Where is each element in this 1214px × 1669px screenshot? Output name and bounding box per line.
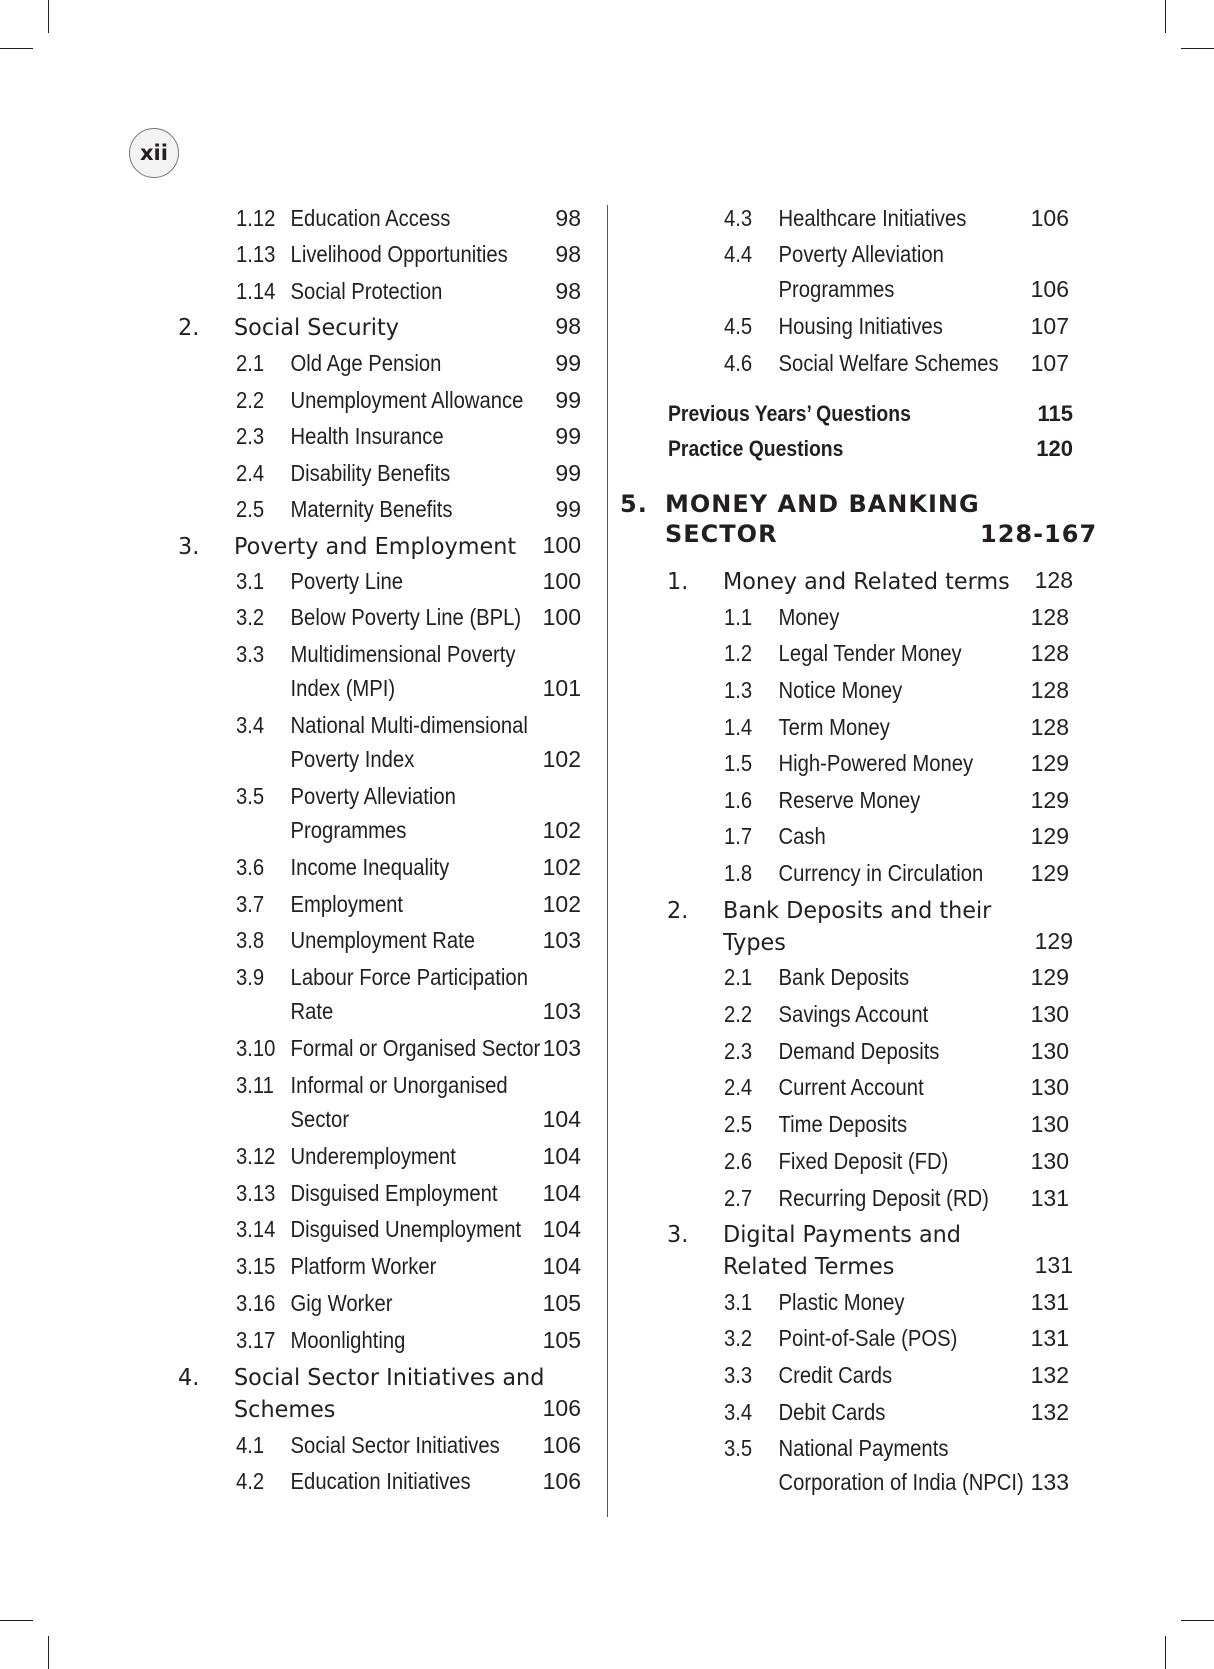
page-number-badge: xii bbox=[129, 128, 179, 178]
page-ref: 120 bbox=[1036, 436, 1073, 461]
page-ref: 103 bbox=[542, 998, 581, 1024]
page-ref: 131 bbox=[1030, 1289, 1069, 1315]
crop-mark bbox=[48, 0, 49, 33]
toc-major-num: 1. bbox=[667, 567, 689, 595]
page-ref: 106 bbox=[1030, 276, 1069, 302]
chapter-number: 5. bbox=[620, 490, 648, 518]
page-ref: 101 bbox=[542, 675, 581, 701]
page-ref: 106 bbox=[542, 1432, 581, 1458]
page-ref: 102 bbox=[542, 817, 581, 843]
page-ref: 98 bbox=[555, 205, 581, 231]
page-ref: 107 bbox=[1030, 350, 1069, 376]
page-ref: 98 bbox=[555, 278, 581, 304]
page-ref: 105 bbox=[542, 1290, 581, 1316]
page-ref: 130 bbox=[1030, 1001, 1069, 1027]
toc-major-title: Bank Deposits and their bbox=[723, 896, 992, 924]
toc-major-num: 3. bbox=[667, 1220, 689, 1248]
page-ref: 104 bbox=[542, 1180, 581, 1206]
toc-major-title: Social Security bbox=[234, 313, 399, 341]
crop-mark bbox=[0, 1620, 33, 1621]
page-ref: 104 bbox=[542, 1143, 581, 1169]
page-ref: 106 bbox=[542, 1468, 581, 1494]
crop-mark bbox=[1181, 1620, 1214, 1621]
page-ref: 115 bbox=[1037, 401, 1073, 426]
crop-mark bbox=[0, 48, 33, 49]
page-ref: 98 bbox=[555, 313, 581, 339]
chapter-page-range: 128-167 bbox=[980, 520, 1098, 548]
page-ref: 133 bbox=[1030, 1469, 1069, 1495]
crop-mark bbox=[48, 1636, 49, 1669]
chapter-title: MONEY AND BANKING bbox=[665, 490, 980, 518]
page-ref: 132 bbox=[1030, 1362, 1069, 1388]
page-ref: 106 bbox=[1030, 205, 1069, 231]
toc-major-title-continued: Schemes bbox=[234, 1395, 336, 1423]
toc-major-title-continued: Related Termes bbox=[723, 1252, 895, 1280]
page-ref: 129 bbox=[1030, 964, 1069, 990]
page-ref: 129 bbox=[1034, 928, 1073, 954]
page-ref: 128 bbox=[1030, 714, 1069, 740]
page-ref: 103 bbox=[542, 1035, 581, 1061]
practice-questions: Practice Questions bbox=[668, 436, 844, 461]
toc-major-title: Social Sector Initiatives and bbox=[234, 1363, 545, 1391]
toc-major-title: Poverty and Employment bbox=[234, 532, 517, 560]
crop-mark bbox=[1165, 0, 1166, 33]
page-ref: 131 bbox=[1030, 1325, 1069, 1351]
toc-major-num: 2. bbox=[667, 896, 689, 924]
page-ref: 103 bbox=[542, 927, 581, 953]
page-ref: 98 bbox=[555, 241, 581, 267]
page-ref: 100 bbox=[542, 532, 581, 558]
toc-major-num: 3. bbox=[178, 532, 200, 560]
page-ref: 99 bbox=[555, 460, 581, 486]
column-divider bbox=[607, 205, 608, 1517]
page-ref: 99 bbox=[555, 350, 581, 376]
page-ref: 128 bbox=[1030, 677, 1069, 703]
page-ref: 99 bbox=[555, 496, 581, 522]
toc-major-title-continued: Types bbox=[723, 928, 786, 956]
page-ref: 106 bbox=[542, 1395, 581, 1421]
page-ref: 130 bbox=[1030, 1148, 1069, 1174]
page-ref: 128 bbox=[1030, 640, 1069, 666]
page-ref: 129 bbox=[1030, 860, 1069, 886]
page-ref: 100 bbox=[542, 604, 581, 630]
page-ref: 128 bbox=[1034, 567, 1073, 593]
page-ref: 105 bbox=[542, 1327, 581, 1353]
page-ref: 107 bbox=[1030, 313, 1069, 339]
chapter-title-continued: SECTOR bbox=[665, 520, 778, 548]
page-ref: 104 bbox=[542, 1216, 581, 1242]
toc-major-title: Digital Payments and bbox=[723, 1220, 961, 1248]
page-ref: 129 bbox=[1030, 750, 1069, 776]
previous-years-questions: Previous Years’ Questions bbox=[668, 401, 911, 426]
page-ref: 129 bbox=[1030, 787, 1069, 813]
page-ref: 130 bbox=[1030, 1074, 1069, 1100]
page-ref: 129 bbox=[1030, 823, 1069, 849]
page-ref: 104 bbox=[542, 1106, 581, 1132]
toc-major-num: 4. bbox=[178, 1363, 200, 1391]
page-ref: 102 bbox=[542, 746, 581, 772]
crop-mark bbox=[1165, 1636, 1166, 1669]
page-ref: 99 bbox=[555, 423, 581, 449]
page-ref: 102 bbox=[542, 891, 581, 917]
page-ref: 130 bbox=[1030, 1111, 1069, 1137]
page-ref: 99 bbox=[555, 387, 581, 413]
page-ref: 128 bbox=[1030, 604, 1069, 630]
page-ref: 104 bbox=[542, 1253, 581, 1279]
page-ref: 131 bbox=[1030, 1185, 1069, 1211]
toc-major-title: Money and Related terms bbox=[723, 567, 1010, 595]
page-ref: 131 bbox=[1034, 1252, 1073, 1278]
page-ref: 132 bbox=[1030, 1399, 1069, 1425]
page-ref: 102 bbox=[542, 854, 581, 880]
toc-major-num: 2. bbox=[178, 313, 200, 341]
page-ref: 100 bbox=[542, 568, 581, 594]
crop-mark bbox=[1181, 48, 1214, 49]
page-ref: 130 bbox=[1030, 1038, 1069, 1064]
